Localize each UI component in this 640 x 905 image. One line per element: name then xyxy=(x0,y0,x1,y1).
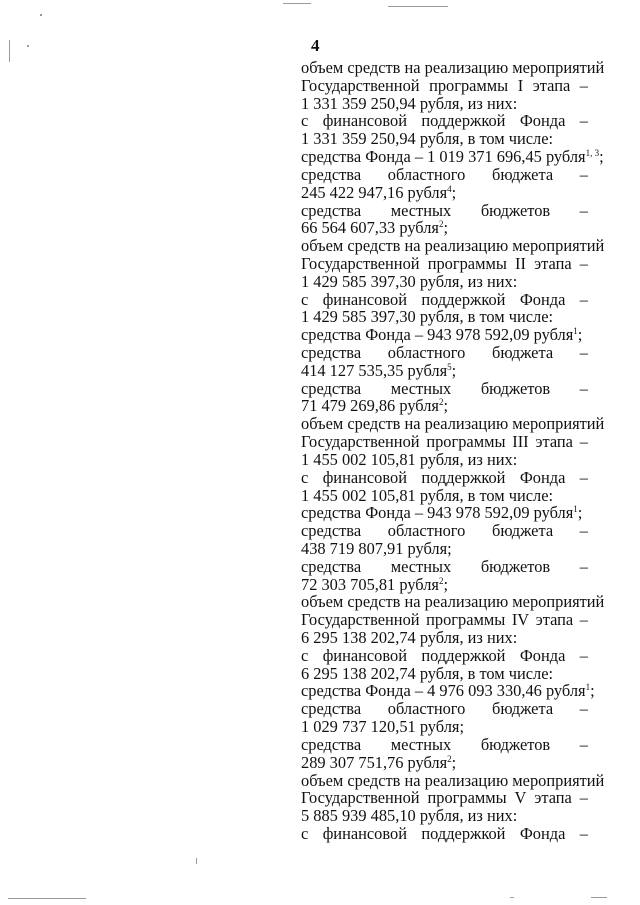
text-line xyxy=(301,130,588,148)
text-word: с xyxy=(301,823,309,843)
punctuation: ; xyxy=(577,503,583,523)
scan-artifact-bottom-right xyxy=(591,897,607,898)
punctuation: ; xyxy=(599,147,604,167)
text-word: бюджета xyxy=(491,699,554,719)
text-word: – xyxy=(579,253,588,273)
footnote-ref: 2 xyxy=(438,397,444,408)
text-word: финансовой xyxy=(322,823,407,843)
text-word: – xyxy=(579,111,588,131)
text-content: 6 295 138 202,74 рубля, из них: xyxy=(301,628,518,647)
text-word: областного xyxy=(387,343,466,362)
text-word: Государственной xyxy=(301,432,420,452)
text-line xyxy=(301,754,588,772)
text-content: объем средств на реализацию мероприятий xyxy=(301,592,605,612)
text-content: объем средств на реализацию мероприятий xyxy=(301,770,605,790)
scan-artifact-dot xyxy=(27,45,29,47)
text-content: средства Фонда – 1 019 371 696,45 рубля xyxy=(301,147,586,167)
text-word: средства xyxy=(301,699,362,719)
text-word: Государственной xyxy=(301,788,420,808)
text-content: средства Фонда – 4 976 093 330,46 рубля xyxy=(301,681,586,701)
footnote-ref: 1, 3 xyxy=(585,148,600,159)
text-word: программы xyxy=(426,432,506,452)
punctuation: ; xyxy=(451,360,457,380)
text-line xyxy=(301,770,605,790)
text-word: финансовой xyxy=(322,467,407,487)
text-word: – xyxy=(579,343,588,362)
text-word: бюджета xyxy=(491,164,554,184)
text-content: 289 307 751,76 рубля xyxy=(301,752,448,772)
text-line xyxy=(301,380,588,398)
text-word: этапа xyxy=(534,253,572,273)
text-word: средства xyxy=(301,556,362,576)
text-line xyxy=(301,611,588,629)
text-word: Фонда xyxy=(519,645,566,665)
text-word: поддержкой xyxy=(421,823,506,843)
text-word: программы xyxy=(427,788,507,808)
text-word: местных xyxy=(390,200,452,220)
text-line xyxy=(301,576,588,594)
text-content: 438 719 807,91 рубля; xyxy=(301,538,452,558)
text-word: – xyxy=(579,432,588,452)
text-word: бюджета xyxy=(491,521,554,541)
text-line xyxy=(301,789,588,807)
text-line xyxy=(301,77,588,95)
text-content: средства Фонда – 943 978 592,09 рубля xyxy=(301,325,574,345)
text-word: средства xyxy=(301,164,362,184)
text-line xyxy=(301,397,588,415)
text-word: программы xyxy=(426,610,506,630)
text-word: финансовой xyxy=(322,111,407,131)
text-word: с xyxy=(301,111,309,131)
text-line xyxy=(301,522,588,540)
text-line xyxy=(301,414,605,434)
text-word: с xyxy=(301,289,309,309)
text-word: IV xyxy=(511,610,530,630)
punctuation: ; xyxy=(590,681,595,701)
text-line xyxy=(301,736,588,754)
text-word: средства xyxy=(301,378,362,398)
text-word: средства xyxy=(301,343,362,362)
text-line xyxy=(301,362,588,380)
text-line xyxy=(301,718,588,736)
text-word: Государственной xyxy=(301,610,420,630)
scan-artifact-left-edge xyxy=(9,40,10,62)
text-line xyxy=(301,469,588,487)
text-word: бюджетов xyxy=(480,200,551,220)
text-word: – xyxy=(579,164,588,184)
scan-artifact-bottom-left xyxy=(8,898,86,899)
text-line xyxy=(301,291,588,309)
text-word: V xyxy=(514,788,527,808)
text-line xyxy=(301,344,588,362)
punctuation: ; xyxy=(451,752,457,772)
text-word: с xyxy=(301,645,309,665)
text-word: III xyxy=(512,432,529,452)
text-line xyxy=(301,112,588,130)
text-line xyxy=(301,807,588,825)
text-word: программы xyxy=(427,253,507,273)
text-content: объем средств на реализацию мероприятий xyxy=(301,58,605,77)
text-line xyxy=(301,647,588,665)
body-text xyxy=(301,58,605,843)
text-word: этапа xyxy=(535,610,574,630)
text-line xyxy=(301,665,588,683)
text-line xyxy=(301,202,588,220)
text-line xyxy=(301,825,588,843)
text-word: – xyxy=(579,467,588,487)
text-word: поддержкой xyxy=(421,111,506,131)
text-content: 6 295 138 202,74 рубля, в том числе: xyxy=(301,663,554,683)
footnote-ref: 5 xyxy=(447,361,452,372)
scan-artifact-dot xyxy=(40,14,42,16)
text-word: программы xyxy=(429,75,509,95)
text-line xyxy=(301,236,605,256)
text-word: – xyxy=(579,289,588,309)
footnote-ref: 4 xyxy=(447,183,452,194)
text-word: – xyxy=(579,378,588,398)
text-word: I xyxy=(517,75,524,95)
text-word: – xyxy=(579,200,588,220)
text-line xyxy=(301,147,604,167)
text-word: бюджетов xyxy=(480,556,551,576)
text-word: средства xyxy=(301,734,362,754)
text-word: Фонда xyxy=(519,289,566,309)
text-line xyxy=(301,700,588,718)
text-content: 1 455 002 105,81 рубля, из них: xyxy=(301,449,518,469)
text-word: – xyxy=(579,734,588,754)
text-line xyxy=(301,166,588,184)
text-word: бюджета xyxy=(491,343,554,362)
footnote-ref: 2 xyxy=(447,753,452,764)
text-word: Фонда xyxy=(519,467,566,487)
footnote-ref: 1 xyxy=(573,504,578,515)
text-line xyxy=(301,326,588,344)
text-content: 245 422 947,16 рубля xyxy=(301,182,448,202)
text-word: областного xyxy=(387,699,466,719)
text-line xyxy=(301,184,588,202)
punctuation: ; xyxy=(451,182,457,202)
text-content: объем средств на реализацию мероприятий xyxy=(301,236,605,256)
text-word: – xyxy=(579,699,588,719)
text-word: бюджетов xyxy=(480,734,551,754)
text-word: этапа xyxy=(535,432,573,452)
text-line xyxy=(301,451,588,469)
text-content: объем средств на реализацию мероприятий xyxy=(301,414,605,434)
text-word: – xyxy=(579,645,588,665)
text-word: поддержкой xyxy=(421,289,506,309)
text-word: финансовой xyxy=(322,289,407,309)
text-word: – xyxy=(579,610,588,630)
scan-artifact-bottom-mid xyxy=(196,858,197,864)
text-content: 1 455 002 105,81 рубля, в том числе: xyxy=(301,485,554,505)
text-word: областного xyxy=(387,164,466,184)
text-word: местных xyxy=(390,378,452,398)
text-word: областного xyxy=(387,521,466,541)
text-word: поддержкой xyxy=(421,645,506,665)
text-content: средства Фонда – 943 978 592,09 рубля xyxy=(301,503,574,523)
text-line xyxy=(301,58,605,77)
text-line xyxy=(301,273,588,291)
punctuation: ; xyxy=(443,218,449,238)
punctuation: ; xyxy=(443,574,449,594)
text-content: 66 564 607,33 рубля xyxy=(301,218,439,238)
text-word: – xyxy=(579,823,588,843)
scan-artifact-top-right xyxy=(388,6,448,7)
text-word: этапа xyxy=(532,75,571,95)
footnote-ref: 2 xyxy=(438,575,444,586)
text-word: II xyxy=(515,253,526,273)
text-word: средства xyxy=(301,200,362,220)
text-line xyxy=(301,681,595,701)
footnote-ref: 2 xyxy=(438,219,444,230)
text-word: – xyxy=(579,788,588,808)
text-word: средства xyxy=(301,521,362,541)
text-line xyxy=(301,487,588,505)
text-word: Фонда xyxy=(519,823,566,843)
text-line xyxy=(301,219,588,237)
text-content: 71 479 269,86 рубля xyxy=(301,396,439,416)
text-word: – xyxy=(579,556,588,576)
text-content: 1 029 737 120,51 рубля; xyxy=(301,717,464,737)
page-number: 4 xyxy=(311,36,320,55)
text-content: 1 429 585 397,30 рубля, в том числе: xyxy=(301,307,554,327)
scan-artifact-top xyxy=(283,3,311,4)
footnote-ref: 1 xyxy=(573,326,578,337)
text-word: – xyxy=(579,75,588,95)
punctuation: ; xyxy=(577,325,583,345)
text-word: местных xyxy=(390,556,452,576)
text-word: бюджетов xyxy=(480,378,551,398)
text-content: 72 303 705,81 рубля xyxy=(301,574,439,594)
text-line xyxy=(301,433,588,451)
text-line xyxy=(301,629,588,647)
text-content: 5 885 939 485,10 рубля, из них: xyxy=(301,806,518,826)
text-content: 1 331 359 250,94 рубля, из них: xyxy=(301,93,518,113)
text-word: с xyxy=(301,467,309,487)
text-line xyxy=(301,95,588,113)
scan-artifact-bottom-right xyxy=(510,897,514,898)
text-word: поддержкой xyxy=(421,467,506,487)
footnote-ref: 1 xyxy=(585,682,591,693)
text-content: 1 429 585 397,30 рубля, из них: xyxy=(301,271,518,291)
text-word: этапа xyxy=(534,788,572,808)
punctuation: ; xyxy=(443,396,449,416)
text-line xyxy=(301,592,605,612)
text-word: – xyxy=(579,521,588,541)
text-word: местных xyxy=(390,734,452,754)
text-word: Государственной xyxy=(301,253,420,273)
text-word: Государственной xyxy=(301,75,420,95)
text-line xyxy=(301,308,588,326)
text-line xyxy=(301,504,588,522)
text-line xyxy=(301,255,588,273)
text-content: 1 331 359 250,94 рубля, в том числе: xyxy=(301,129,554,149)
text-word: финансовой xyxy=(322,645,407,665)
text-word: Фонда xyxy=(519,111,566,131)
text-line xyxy=(301,540,588,558)
text-line xyxy=(301,558,588,576)
text-content: 414 127 535,35 рубля xyxy=(301,360,448,380)
